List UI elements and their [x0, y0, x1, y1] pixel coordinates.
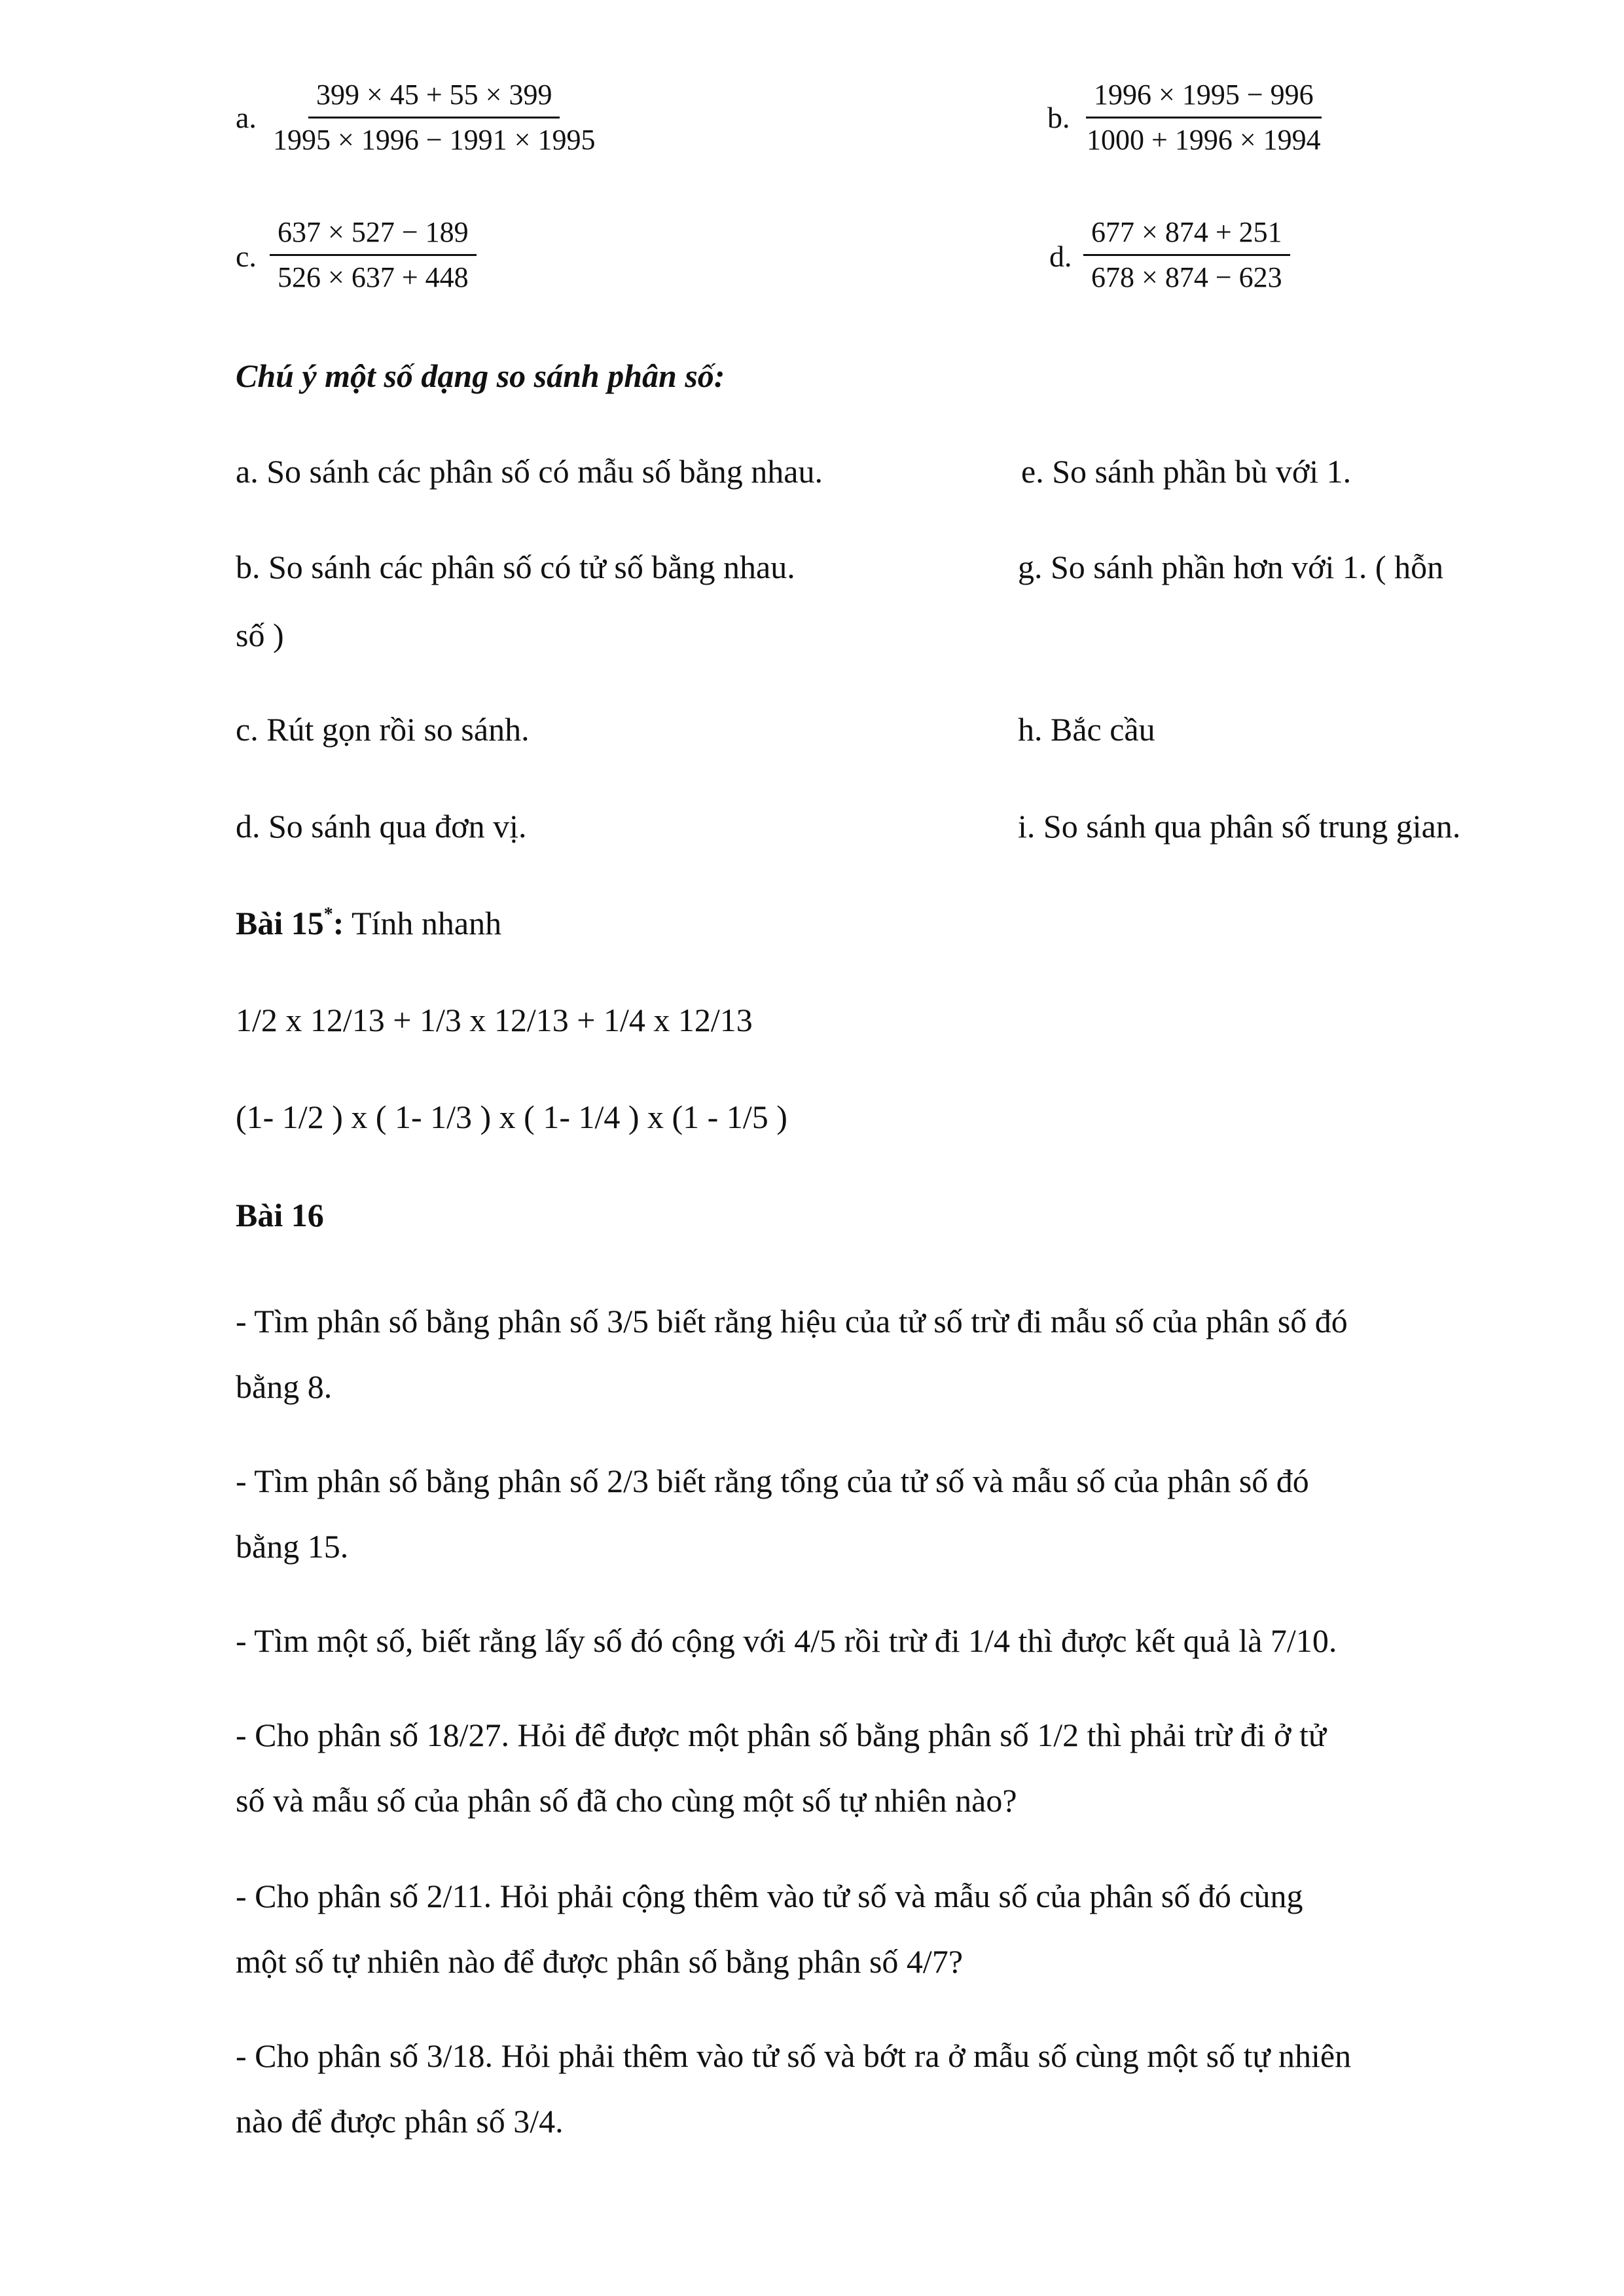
bai16-item-6 [236, 2023, 1351, 2154]
fraction-c [270, 215, 477, 295]
bai15-expression-2: (1- 1/2 ) x ( 1- 1/3 ) x ( 1- 1/4 ) x (1 - 1/5 ) [236, 1099, 787, 1135]
bai15-heading [236, 903, 501, 943]
fraction-b [1079, 77, 1329, 158]
note-item-a: a. So sánh các phân số có mẫu số bằng nhau. [236, 453, 823, 490]
fraction-d-numerator: 677 × 874 + 251 [1083, 215, 1290, 256]
fraction-c-label: c. [236, 240, 257, 273]
fraction-b-label: b. [1047, 101, 1070, 134]
note-item-i: i. So sánh qua phân số trung gian. [1018, 808, 1461, 845]
bai15-title: Bài 15 [236, 905, 324, 941]
fraction-a-numerator: 399 × 45 + 55 × 399 [308, 77, 560, 118]
note-item-g: g. So sánh phần hơn với 1. ( hỗn [1018, 549, 1444, 585]
fraction-d-label: d. [1049, 240, 1072, 273]
fraction-c-numerator: 637 × 527 − 189 [270, 215, 477, 256]
bai16-item-4-line-2: số và mẫu số của phân số đã cho cùng một số tự nhiên nào? [236, 1782, 1017, 1819]
fraction-a-label: a. [236, 101, 257, 134]
bai16-title: Bài 16 [236, 1197, 324, 1233]
bai16-item-3-line-1: - Tìm một số, biết rằng lấy số đó cộng với 4/5 rồi trừ đi 1/4 thì được kết quả là 7/10. [236, 1622, 1337, 1659]
bai16-item-5-line-1: - Cho phân số 2/11. Hỏi phải cộng thêm vào tử số và mẫu số của phân số đó cùng [236, 1878, 1303, 1914]
bai16-item-2 [236, 1448, 1309, 1579]
note-item-h: h. Bắc cầu [1018, 711, 1155, 748]
fraction-d [1083, 215, 1290, 295]
fraction-d-denominator: 678 × 874 − 623 [1091, 261, 1282, 293]
bai16-item-5 [236, 1863, 1303, 1994]
note-item-d: d. So sánh qua đơn vị. [236, 808, 527, 845]
bai16-item-2-line-2: bằng 15. [236, 1528, 349, 1565]
bai16-item-1-line-2: bằng 8. [236, 1368, 333, 1405]
fraction-b-denominator: 1000 + 1996 × 1994 [1087, 124, 1321, 156]
bai15-subtitle: Tính nhanh [344, 905, 502, 941]
bai16-item-1-line-1: - Tìm phân số bằng phân số 3/5 biết rằng hiệu của tử số trừ đi mẫu số của phân số đó [236, 1303, 1348, 1339]
bai16-item-4-line-1: - Cho phân số 18/27. Hỏi để được một phân số bằng phân số 1/2 thì phải trừ đi ở tử [236, 1717, 1326, 1753]
fraction-a [265, 77, 603, 158]
bai16-item-2-line-1: - Tìm phân số bằng phân số 2/3 biết rằng tổng của tử số và mẫu số của phân số đó [236, 1463, 1309, 1499]
bai16-item-5-line-2: một số tự nhiên nào để được phân số bằng phân số 4/7? [236, 1943, 964, 1980]
bai16-item-3 [236, 1608, 1337, 1673]
note-item-c: c. Rút gọn rồi so sánh. [236, 711, 530, 748]
bai15-star: * [323, 904, 333, 924]
fraction-b-numerator: 1996 × 1995 − 996 [1086, 77, 1322, 118]
bai16-item-1 [236, 1288, 1348, 1419]
bai16-item-6-line-1: - Cho phân số 3/18. Hỏi phải thêm vào tử số và bớt ra ở mẫu số cùng một số tự nhiên [236, 2037, 1352, 2074]
fraction-a-denominator: 1995 × 1996 − 1991 × 1995 [273, 124, 596, 156]
note-item-b: b. So sánh các phân số có tử số bằng nhau. [236, 549, 795, 585]
bai15-expression-1: 1/2 x 12/13 + 1/3 x 12/13 + 1/4 x 12/13 [236, 1002, 753, 1038]
fraction-c-denominator: 526 × 637 + 448 [278, 261, 469, 293]
bai16-item-4 [236, 1702, 1326, 1833]
note-item-g-continued: số ) [236, 617, 284, 653]
note-item-e: e. So sánh phần bù với 1. [1021, 453, 1352, 490]
bai16-item-6-line-2: nào để được phân số 3/4. [236, 2103, 564, 2140]
note-heading: Chú ý một số dạng so sánh phân số: [236, 357, 725, 394]
bai15-colon: : [333, 905, 344, 941]
